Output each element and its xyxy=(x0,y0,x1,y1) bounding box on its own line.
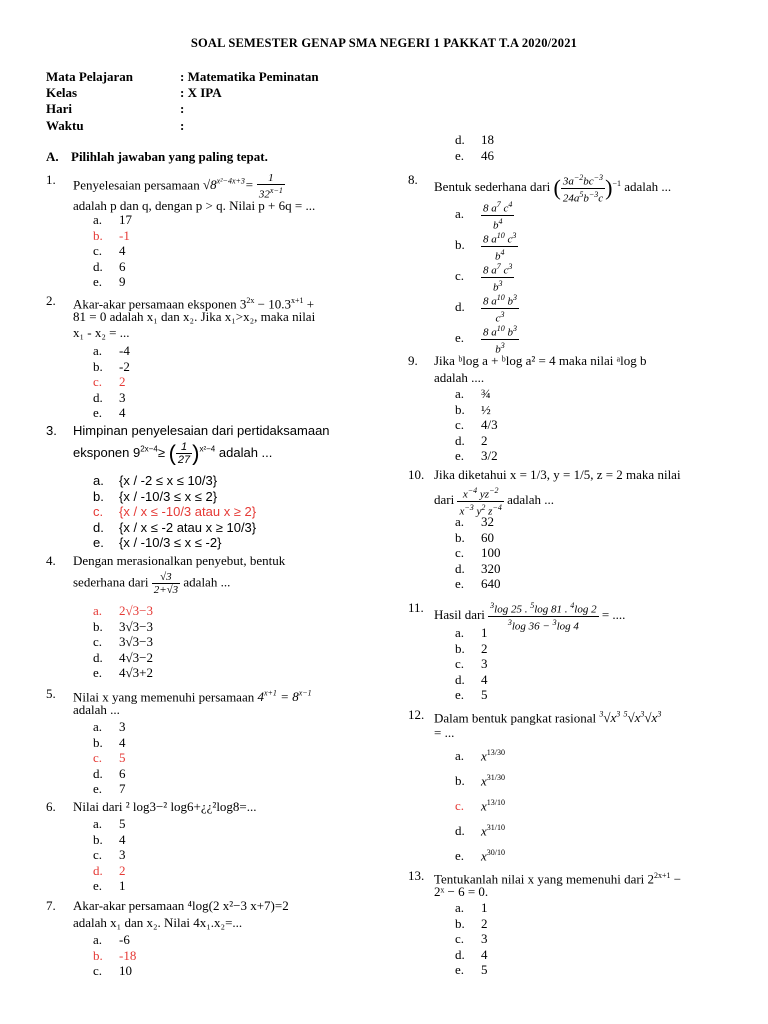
option-q4-b: b. 3√3−3 xyxy=(93,618,153,634)
option-q10-e: e. 640 xyxy=(455,576,501,592)
option-q11-b: b. 2 xyxy=(455,640,488,656)
option-q9-c: c. 4/3 xyxy=(455,417,498,433)
option-q3-a: a. {x / -2 ≤ x ≤ 10/3} xyxy=(93,473,218,488)
option-q2-c: c. 2 xyxy=(93,374,126,390)
option-q4-a: a. 2√3−3 xyxy=(93,603,153,618)
option-q7-e: e. 46 xyxy=(455,147,494,163)
option-q12-a: a. $x^{13/30}$ xyxy=(455,748,506,764)
option-q3-b: b. {x / -10/3 ≤ x ≤ 2} xyxy=(93,488,218,504)
options-q3 xyxy=(93,473,256,551)
option-q6-b: b. 4 xyxy=(93,831,126,847)
options-q7b xyxy=(455,132,494,163)
option-q9-e: e. 3/2 xyxy=(455,448,498,464)
option-q7-c: c. 10 xyxy=(93,963,132,979)
option-q12-c: c. $x^{13/10}$ xyxy=(455,798,506,814)
option-q10-d: d. 320 xyxy=(455,560,501,576)
option-q5-d: d. 6 xyxy=(93,765,126,781)
options-q7a xyxy=(93,932,136,979)
option-q1-e: e. 9 xyxy=(93,274,126,290)
options-q9 xyxy=(455,386,498,464)
section-heading: A. Pilihlah jawaban yang paling tepat. xyxy=(46,149,268,164)
option-q7-b: b. -18 xyxy=(93,947,137,963)
option-q10-a: a. 32 xyxy=(455,514,494,529)
option-q13-a: a. 1 xyxy=(455,900,488,915)
options-q11 xyxy=(455,625,488,703)
option-q12-d: d. $x^{31/10}$ xyxy=(455,823,506,839)
option-q11-e: e. 5 xyxy=(455,687,488,703)
option-q11-d: d. 4 xyxy=(455,671,488,687)
option-q10-c: c. 100 xyxy=(455,545,501,561)
options-q10 xyxy=(455,514,501,592)
meta-subject: Mata Pelajaran : Matematika Peminatan xyxy=(46,69,319,84)
option-q7-d: d. 18 xyxy=(455,132,494,147)
options-q2 xyxy=(93,343,130,421)
option-q1-d: d. 6 xyxy=(93,258,126,274)
option-q13-d: d. 4 xyxy=(455,946,488,962)
option-q7-a: a. -6 xyxy=(93,932,130,947)
option-q2-b: b. -2 xyxy=(93,358,130,374)
option-q6-d: d. 2 xyxy=(93,862,126,878)
option-q1-c: c. 4 xyxy=(93,243,126,259)
option-q2-a: a. -4 xyxy=(93,343,130,358)
options-q12 xyxy=(455,740,505,865)
option-q3-d: d. {x / x ≤ -2 atau x ≥ 10/3} xyxy=(93,519,257,535)
option-q1-a: a. 17 xyxy=(93,212,132,227)
option-q2-d: d. 3 xyxy=(93,389,126,405)
options-q13 xyxy=(455,900,488,978)
options-q6 xyxy=(93,816,126,894)
option-q5-a: a. 3 xyxy=(93,719,126,734)
options-q8: a. $\frac{8 a^7 c^4}{b^4}$ b. $\frac{8 a^{10} c^3}{b^4}$ c. $\frac{8 a^7 c^3}{b^3}$ d. $\frac{8 a^{10} b^3}{c^3}$ e. $\frac{8 a^{10} b^3}{b^3}$ xyxy=(455,199,517,356)
option-q6-c: c. 3 xyxy=(93,847,126,863)
page-title: SOAL SEMESTER GENAP SMA NEGERI 1 PAKKAT T.A 2020/2021 xyxy=(190,36,578,50)
options-q5 xyxy=(93,719,126,797)
option-q13-c: c. 3 xyxy=(455,931,488,947)
option-q1-b: b. -1 xyxy=(93,227,130,243)
option-q2-e: e. 4 xyxy=(93,405,126,421)
option-q13-e: e. 5 xyxy=(455,962,488,978)
option-q3-e: e. {x / -10/3 ≤ x ≤ -2} xyxy=(93,535,222,551)
option-q11-c: c. 3 xyxy=(455,656,488,672)
option-q6-a: a. 5 xyxy=(93,816,126,831)
option-q11-a: a. 1 xyxy=(455,625,488,640)
option-q9-d: d. 2 xyxy=(455,432,488,448)
option-q4-c: c. 3√3−3 xyxy=(93,634,153,650)
option-q12-b: b. $x^{31/30}$ xyxy=(455,773,506,789)
meta-day: Hari : xyxy=(46,101,185,116)
option-q4-e: e. 4√3+2 xyxy=(93,665,153,681)
meta-time: Waktu : xyxy=(46,118,185,133)
option-q5-b: b. 4 xyxy=(93,734,126,750)
option-q9-a: a. ¾ xyxy=(455,386,491,401)
option-q6-e: e. 1 xyxy=(93,878,126,894)
options-q1 xyxy=(93,212,132,290)
option-q3-c: c. {x / x ≤ -10/3 atau x ≥ 2} xyxy=(93,504,257,520)
option-q12-e: e. $x^{30/10}$ xyxy=(455,848,506,864)
option-q5-e: e. 7 xyxy=(93,781,126,797)
meta-class: Kelas : X IPA xyxy=(46,85,222,100)
option-q9-b: b. ½ xyxy=(455,401,491,417)
option-q5-c: c. 5 xyxy=(93,750,126,766)
option-q13-b: b. 2 xyxy=(455,915,488,931)
option-q4-d: d. 4√3−2 xyxy=(93,649,153,665)
options-q4 xyxy=(93,603,153,681)
option-q10-b: b. 60 xyxy=(455,529,494,545)
